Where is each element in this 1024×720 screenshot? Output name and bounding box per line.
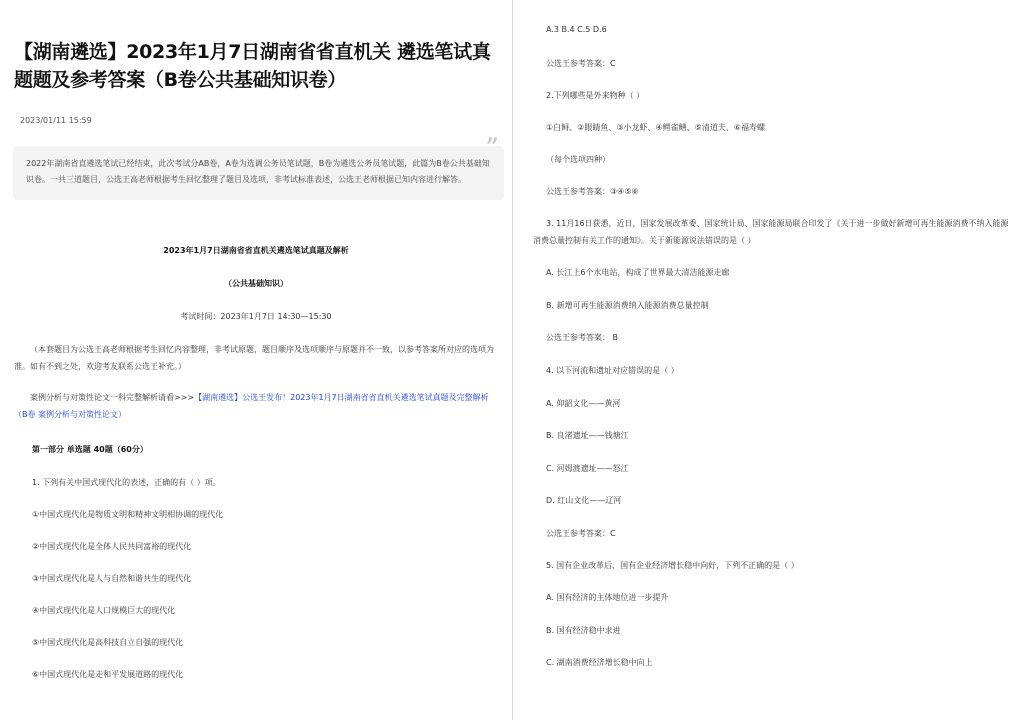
exam-subheading: （公共基础知识） — [224, 279, 288, 288]
q1-option: ①中国式现代化是物质文明和精神文明相协调的现代化 — [32, 510, 224, 519]
right-page — [513, 0, 1024, 720]
q1-choices: A.3 B.4 C.5 D.6 — [546, 25, 607, 34]
q3-option: A. 长江上6个水电站，构成了世界最大清洁能源走廊 — [546, 268, 730, 277]
publish-date: 2023/01/11 15:59 — [20, 116, 92, 125]
q5-option: C. 湖南消费经济增长稳中向上 — [546, 658, 653, 667]
article-title: 【湖南遴选】2023年1月7日湖南省省直机关 遴选笔试真题题及参考答案（B卷公共基础知识卷） — [14, 41, 491, 91]
q1-option: ⑤中国式现代化是高科技自立自强的现代化 — [32, 638, 184, 647]
q4-option: C. 河姆渡遗址——怒江 — [546, 464, 629, 473]
q5-option: A. 国有经济的主体地位进一步提升 — [546, 593, 669, 602]
question-5: 5. 国有企业改革后，国有企业经济增长稳中向好，下列不正确的是（ ） — [546, 561, 799, 570]
q1-option: ②中国式现代化是全体人民共同富裕的现代化 — [32, 542, 192, 551]
q2-hint: （每个选项四种） — [546, 155, 610, 164]
q1-option: ④中国式现代化是人口规模巨大的现代化 — [32, 606, 176, 615]
q1-option: ③中国式现代化是人与自然和谐共生的现代化 — [32, 574, 192, 583]
disclaimer-note: （本套题目为公选王高老师根据考生回忆内容整理，非考试原题，题目顺序及选项顺序与原题并不一致，以参考答案所对应的选项为准。如有不到之处，欢迎考友联系公选王补充。） — [14, 345, 494, 371]
q4-option: D. 红山文化——辽河 — [546, 496, 622, 505]
answer-line: 公选王参考答案：C — [546, 59, 616, 68]
q4-option: A. 仰韶文化——黄河 — [546, 399, 621, 408]
question-3: 3. 11月16日获悉，近日，国家发展改革委、国家统计局、国家能源局联合印发了《关于进一步做好新增可再生能源消费不纳入能源消费总量控制有关工作的通知》。关于新能源说法错误的是（ ） — [533, 219, 1009, 245]
link-prefix: 案例分析与对策性论文一科完整解析请看>>> — [30, 393, 195, 402]
related-article-link[interactable]: 【湖南遴选】公选王发布！2023年1月7日湖南省省直机关遴选笔试真题及完整解析 （B卷 案例分析与对策性论文） — [14, 393, 489, 419]
question-4: 4. 以下河流和遗址对应错误的是（ ） — [546, 366, 679, 375]
related-link-paragraph — [14, 389, 498, 423]
q1-option: ⑥中国式现代化是走和平发展道路的现代化 — [32, 670, 184, 679]
q4-option: B. 良渚遗址——钱塘江 — [546, 431, 629, 440]
exam-time: 考试时间：2023年1月7日 14:30—15:30 — [180, 312, 332, 321]
q3-option: B. 新增可再生能源消费纳入能源消费总量控制 — [546, 301, 709, 310]
question-1: 1. 下列有关中国式现代化的表述，正确的有（ ）项。 — [32, 478, 221, 487]
section-title: 第一部分 单选题 40题（60分） — [32, 445, 148, 454]
intro-summary: 2022年湖南省直遴选笔试已经结束，此次考试分AB卷，A卷为选调公务员笔试题，B卷为遴选公务员笔试题，此篇为B卷公共基础知识卷。一共三道题目，公选王高老师根据考生回忆整理了题目及选项，非考试标准表述，公选王老师根据已知内容进行解答。 — [13, 146, 504, 200]
question-2: 2.下列哪些是外来物种（ ） — [546, 91, 645, 100]
q5-option: B. 国有经济稳中求进 — [546, 626, 621, 635]
q2-options: ①白鲟、②眼睛鱼、③小龙虾、④鳄雀鳝、⑤清道夫、⑥福寿螺 — [546, 123, 766, 132]
answer-line: 公选王参考答案：C — [546, 529, 616, 538]
answer-line: 公选王参考答案： B — [546, 333, 619, 342]
exam-heading: 2023年1月7日湖南省省直机关遴选笔试真题及解析 — [163, 246, 349, 255]
answer-line: 公选王参考答案：③④⑤⑥ — [546, 187, 639, 196]
